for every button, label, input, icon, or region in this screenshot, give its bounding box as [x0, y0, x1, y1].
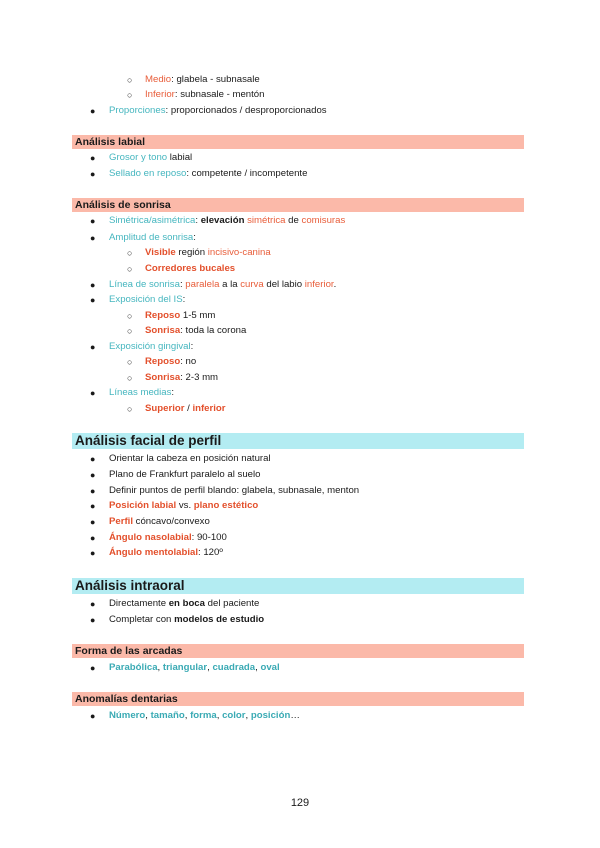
filled-bullet-icon: ●	[90, 342, 96, 352]
list-item-amplitud: Amplitud de sonrisa:	[109, 232, 196, 243]
list-item-exposicion-gingival: Exposición gingival:	[109, 341, 194, 352]
hollow-bullet-icon: ○	[127, 357, 133, 367]
section-header-sonrisa: Análisis de sonrisa	[72, 198, 524, 212]
list-item-anomalias: Número, tamaño, forma, color, posición…	[109, 710, 300, 721]
list-item-simetria: Simétrica/asimétrica: elevación simétrica de comisuras	[109, 215, 346, 226]
hollow-bullet-icon: ○	[127, 404, 133, 414]
filled-bullet-icon: ●	[90, 295, 96, 305]
filled-bullet-icon: ●	[90, 106, 96, 116]
hollow-bullet-icon: ○	[127, 90, 133, 100]
list-item: Definir puntos de perfil blando: glabela, subnasale, menton	[109, 485, 360, 496]
filled-bullet-icon: ●	[90, 663, 96, 673]
filled-bullet-icon: ●	[90, 486, 96, 496]
filled-bullet-icon: ●	[90, 470, 96, 480]
filled-bullet-icon: ●	[90, 517, 96, 527]
filled-bullet-icon: ●	[90, 233, 96, 243]
list-item: Orientar la cabeza en posición natural	[109, 453, 271, 464]
list-item-superior-inferior: Superior / inferior	[145, 403, 226, 414]
list-item-reposo-is: Reposo 1-5 mm	[145, 310, 216, 321]
section-header-perfil: Análisis facial de perfil	[72, 433, 524, 449]
filled-bullet-icon: ●	[90, 153, 96, 163]
list-item-grosor: Grosor y tono labial	[109, 152, 193, 163]
hollow-bullet-icon: ○	[127, 264, 133, 274]
list-item-completar: Completar con modelos de estudio	[109, 614, 265, 625]
list-item-perfil: Perfil cóncavo/convexo	[109, 516, 210, 527]
page-number: 129	[290, 797, 310, 809]
hollow-bullet-icon: ○	[127, 75, 133, 85]
list-item-corredores: Corredores bucales	[145, 263, 236, 274]
list-item-visible: Visible región incisivo-canina	[145, 247, 271, 258]
hollow-bullet-icon: ○	[127, 311, 133, 321]
list-item-lineas-medias: Líneas medias:	[109, 387, 175, 398]
filled-bullet-icon: ●	[90, 454, 96, 464]
list-item: Plano de Frankfurt paralelo al suelo	[109, 469, 261, 480]
hollow-bullet-icon: ○	[127, 326, 133, 336]
section-header-arcadas: Forma de las arcadas	[72, 644, 524, 658]
list-item-mentolabial: Ángulo mentolabial: 120º	[109, 547, 223, 558]
section-header-anomalias: Anomalías dentarias	[72, 692, 524, 706]
list-item-proporciones: Proporciones: proporcionados / desproporcionados	[109, 105, 327, 116]
filled-bullet-icon: ●	[90, 548, 96, 558]
list-item-sonrisa-gingival: Sonrisa: 2-3 mm	[145, 372, 219, 383]
filled-bullet-icon: ●	[90, 533, 96, 543]
list-item-directamente: Directamente en boca del paciente	[109, 598, 260, 609]
section-header-intraoral: Análisis intraoral	[72, 578, 524, 594]
list-item-linea-sonrisa: Línea de sonrisa: paralela a la curva del labio inferior.	[109, 279, 337, 290]
list-item-nasolabial: Ángulo nasolabial: 90-100	[109, 532, 227, 543]
hollow-bullet-icon: ○	[127, 373, 133, 383]
list-item-medio: Medio: glabela - subnasale	[145, 74, 260, 85]
list-item-posicion-labial: Posición labial vs. plano estético	[109, 500, 259, 511]
filled-bullet-icon: ●	[90, 388, 96, 398]
filled-bullet-icon: ●	[90, 280, 96, 290]
filled-bullet-icon: ●	[90, 216, 96, 226]
filled-bullet-icon: ●	[90, 169, 96, 179]
filled-bullet-icon: ●	[90, 501, 96, 511]
list-item-sonrisa-is: Sonrisa: toda la corona	[145, 325, 247, 336]
list-item-reposo-gingival: Reposo: no	[145, 356, 197, 367]
list-item-arcadas: Parabólica, triangular, cuadrada, oval	[109, 662, 280, 673]
hollow-bullet-icon: ○	[127, 248, 133, 258]
list-item-exposicion-is: Exposición del IS:	[109, 294, 186, 305]
filled-bullet-icon: ●	[90, 599, 96, 609]
list-item-sellado: Sellado en reposo: competente / incompetente	[109, 168, 308, 179]
filled-bullet-icon: ●	[90, 711, 96, 721]
section-header-labial: Análisis labial	[72, 135, 524, 149]
filled-bullet-icon: ●	[90, 615, 96, 625]
list-item-inferior: Inferior: subnasale - mentón	[145, 89, 265, 100]
